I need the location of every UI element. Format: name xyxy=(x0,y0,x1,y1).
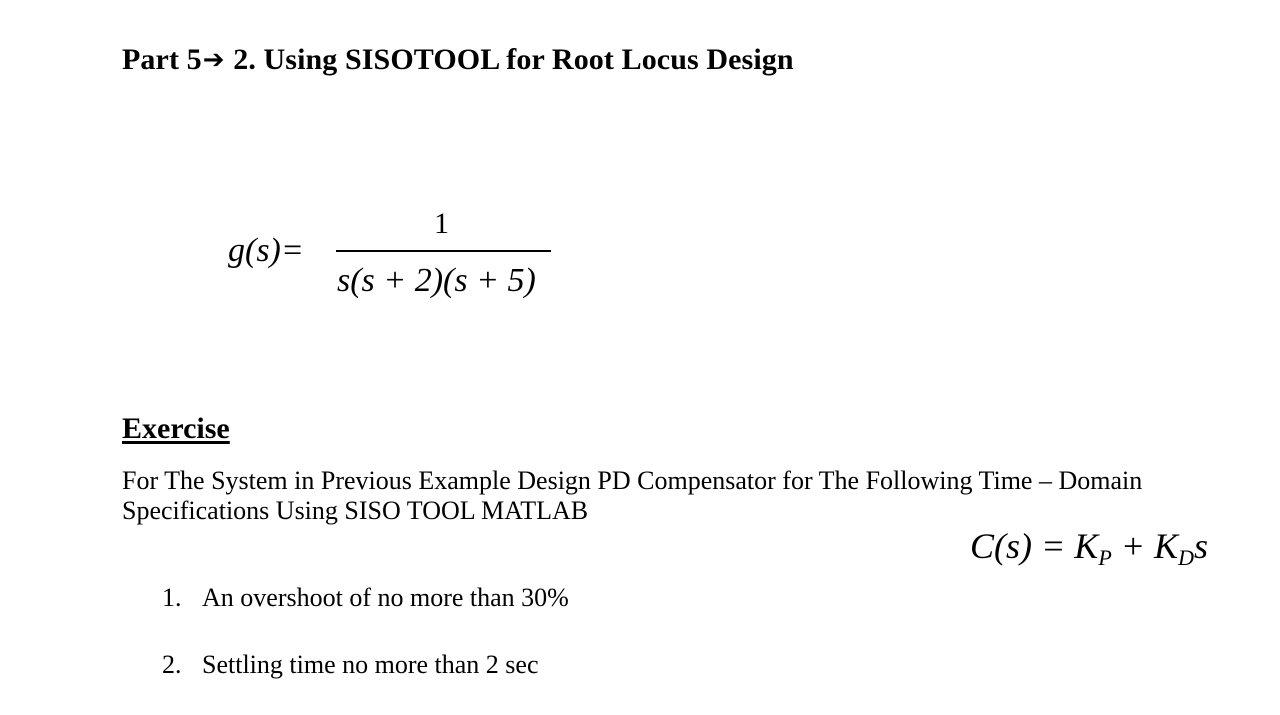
compensator-tail: s xyxy=(1193,526,1208,566)
list-item xyxy=(162,583,569,613)
compensator-equation xyxy=(970,525,1208,571)
transfer-function-denominator: s(s + 2)(s + 5) xyxy=(337,262,536,299)
exercise-title: Exercise xyxy=(122,412,230,445)
list-item-text: Settling time no more than 2 sec xyxy=(202,650,539,679)
list-item-text: An overshoot of no more than 30% xyxy=(202,583,569,612)
compensator-p-subscript: P xyxy=(1098,545,1112,570)
fraction-bar xyxy=(336,250,551,252)
heading-prefix: Part 5 xyxy=(122,43,202,76)
transfer-function-lhs: g(s)= xyxy=(228,232,304,269)
right-arrow-icon: ➔ xyxy=(202,45,225,75)
list-item xyxy=(162,650,539,680)
compensator-d-subscript: D xyxy=(1178,545,1194,570)
compensator-plus: + K xyxy=(1111,526,1179,566)
compensator-lhs: C(s) = K xyxy=(970,526,1099,566)
list-item-number: 2. xyxy=(162,650,182,679)
transfer-function-numerator: 1 xyxy=(434,207,449,240)
page-heading xyxy=(122,43,794,77)
exercise-description: For The System in Previous Example Design PD Compensator for The Following Time – Domain Specifications Using SISO TOOL MATLAB xyxy=(122,466,1143,525)
heading-title: 2. Using SISOTOOL for Root Locus Design xyxy=(233,43,794,76)
list-item-number: 1. xyxy=(162,583,182,612)
